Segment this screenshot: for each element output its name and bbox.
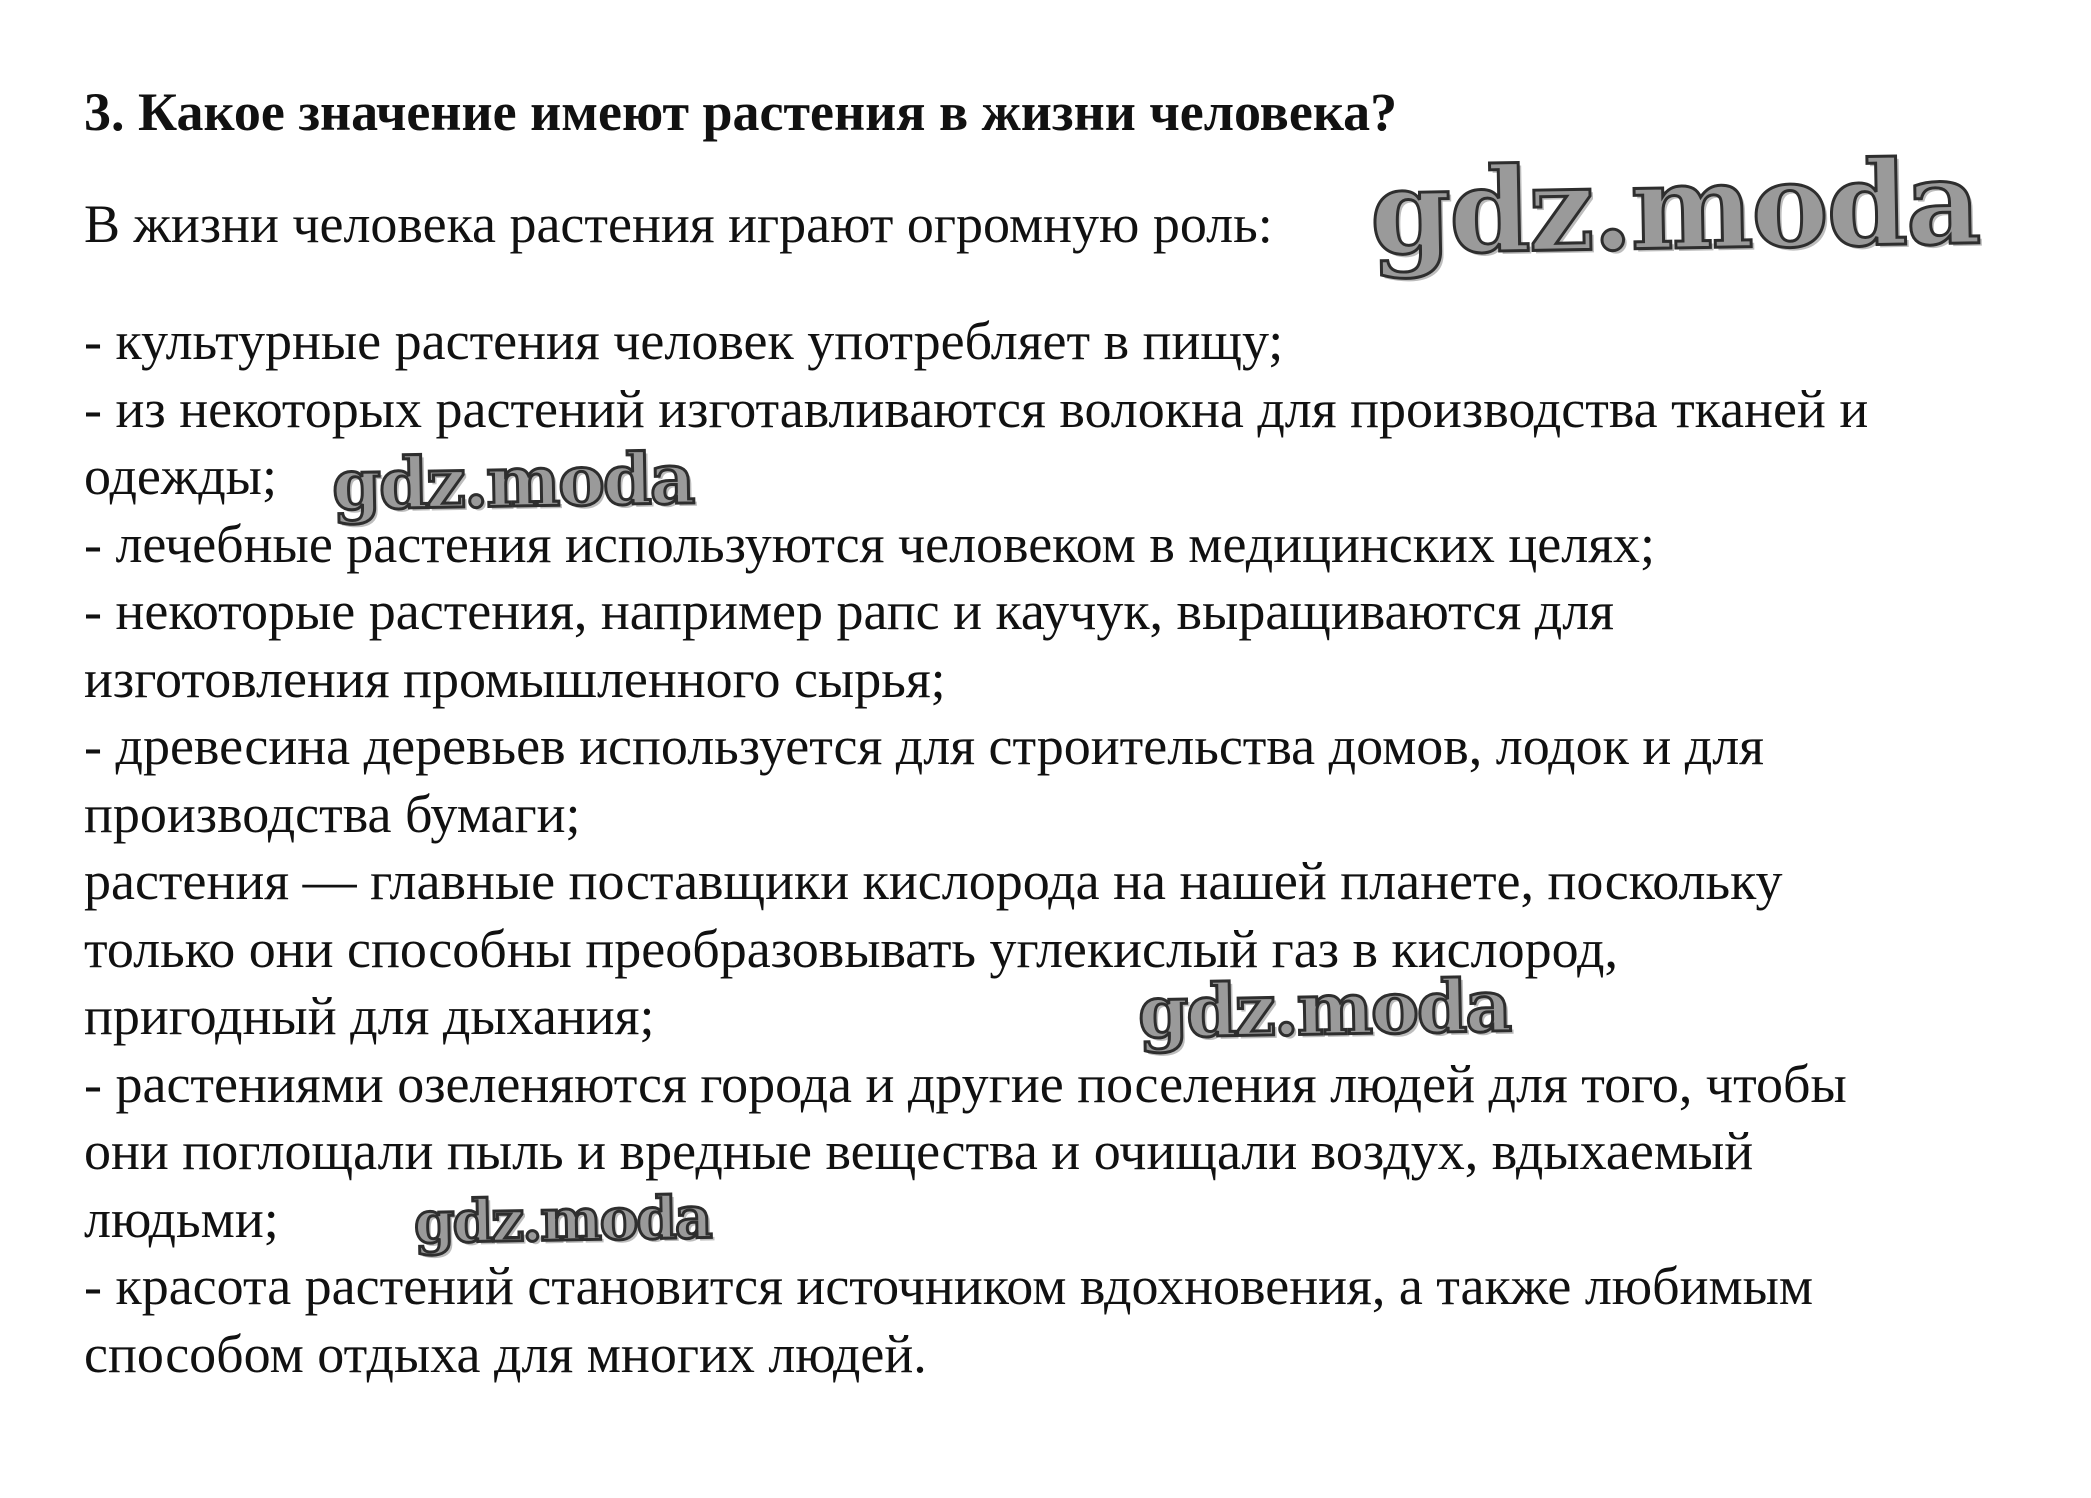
watermark: gdz.moda: [413, 1183, 712, 1257]
answer-line: - из некоторых растений изготавливаются волокна для производства тканей и: [84, 378, 1869, 439]
answer-list: [84, 308, 2084, 1388]
answer-line: - лечебные растения используются человеком в медицинских целях;: [84, 513, 1656, 574]
watermark: gdz.moda: [331, 436, 694, 527]
answer-line: одежды;: [84, 446, 277, 506]
answer-line: - некоторые растения, например рапс и каучук, выращиваются для: [84, 581, 1614, 641]
watermark: gdz.moda: [1137, 962, 1511, 1055]
watermark: gdz.moda: [1368, 134, 1980, 282]
answer-line: растения — главные поставщики кислорода на нашей планете, поскольку: [84, 851, 1783, 911]
answer-line: людьми;: [84, 1188, 279, 1249]
answer-line: способом отдыха для многих людей.: [84, 1323, 927, 1384]
answer-line: - красота растений становится источником вдохновения, а также любимым: [84, 1256, 1814, 1316]
answer-line: - культурные растения человек употребляет в пищу;: [84, 311, 1284, 371]
answer-line: они поглощали пыль и вредные вещества и очищали воздух, вдыхаемый: [84, 1121, 1754, 1181]
answer-line: пригодный для дыхания;: [84, 986, 655, 1046]
answer-line: только они способны преобразовывать углекислый газ в кислород,: [84, 918, 1619, 979]
answer-line: - древесина деревьев используется для строительства домов, лодок и для: [84, 716, 1765, 776]
intro-text: В жизни человека растения играют огромную роль:: [84, 194, 1273, 254]
question-heading: 3. Какое значение имеют растения в жизни человека?: [84, 82, 1398, 142]
answer-line: изготовления промышленного сырья;: [84, 648, 946, 709]
answer-line: - растениями озеленяются города и другие поселения людей для того, чтобы: [84, 1053, 1847, 1114]
answer-line: производства бумаги;: [84, 783, 581, 844]
